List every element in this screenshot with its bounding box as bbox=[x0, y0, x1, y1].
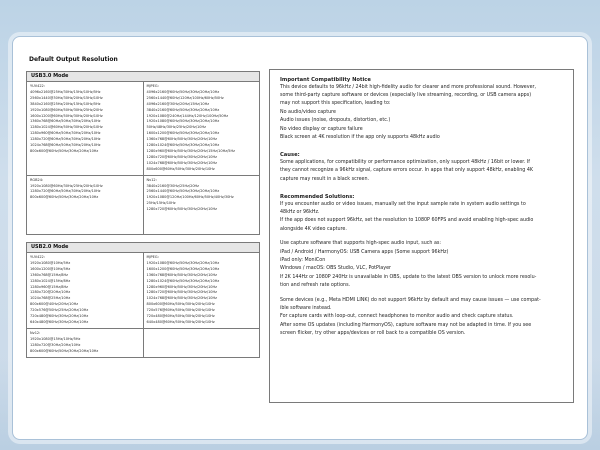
notice-line: No audio/video capture bbox=[280, 109, 336, 115]
notice-line: ible software instead. bbox=[280, 306, 332, 312]
usb3-row-2 bbox=[27, 176, 259, 234]
resolution-entry: 1024x768@60Hz/50Hz/30Hz/20Hz/10Hz bbox=[30, 143, 101, 148]
resolution-entry: 1280x720@20Hz/10Hz bbox=[30, 290, 71, 295]
notice-line: alongside 4K video capture. bbox=[280, 226, 347, 232]
resolution-entry: 1024x768@60Hz/50Hz/30Hz/20Hz/10Hz bbox=[146, 296, 217, 301]
resolution-entry: 3840x2160@30Hz/25Hz/20Hz bbox=[146, 183, 200, 188]
notice-line: some third-party capture software or devices (especially live streaming, recording, or USB camera apps) bbox=[280, 92, 532, 98]
notice-line: screen flicker, try other apps/devices or roll back to a compatible OS version. bbox=[280, 331, 466, 337]
usb2-empty-cell bbox=[143, 329, 260, 357]
resolution-entry: 1280x960@60Hz/50Hz/30Hz/20Hz/10Hz bbox=[30, 131, 101, 136]
notice-line: Windows / macOS: OBS Studio, VLC, PotPlayer bbox=[280, 266, 391, 272]
resolution-entry: 1280x960@60Hz/50Hz/30Hz/20Hz/15Hz/10Hz/5Hz bbox=[146, 148, 235, 153]
resolution-entry: 2560x1440@30Hz/30Hz/20Hz/15Hz/10Hz bbox=[30, 95, 103, 100]
resolution-entry: 1600x1200@60Hz/50Hz/30Hz/20Hz/10Hz bbox=[146, 131, 220, 136]
resolution-entry: 1360x768@60Hz/50Hz/30Hz/20Hz/10Hz bbox=[146, 272, 217, 277]
usb3-header: USB3.0 Mode bbox=[27, 72, 259, 82]
format-label: MJPEG: bbox=[146, 84, 159, 88]
resolution-entry: 1280x1024@60Hz/50Hz/30Hz/20Hz/10Hz bbox=[146, 278, 220, 283]
resolution-entry: 4096x2160@60Hz/50Hz/30Hz/20Hz/10Hz bbox=[146, 89, 220, 94]
resolution-entry: 2560x1440@60Hz/50Hz/30Hz/20Hz/10Hz bbox=[146, 189, 220, 194]
usb3-nv12-cell bbox=[143, 176, 260, 234]
format-label: Nv12: bbox=[146, 177, 157, 182]
notice-line: 48kHz or 96kHz. bbox=[280, 209, 320, 215]
resolution-entry: 800x600@60Hz/50Hz/30Hz/20Hz/10Hz bbox=[146, 166, 215, 171]
notice-line: If you encounter audio or video issues, manually set the input sample rate in system audio settings to bbox=[280, 201, 526, 207]
notice-title: Important Compatibility Notice bbox=[280, 77, 371, 83]
notice-line: No video display or capture failure bbox=[280, 126, 363, 132]
resolution-entry: 1600x1200@10Hz/5Hz bbox=[30, 266, 71, 271]
notice-line: capture may result in a black screen. bbox=[280, 176, 370, 182]
notice-line: Some applications, for compatibility or performance optimization, only support 48kHz / 16bit or lower. If bbox=[280, 159, 530, 165]
notice-cause bbox=[280, 159, 563, 184]
notice-line: This device defaults to 96kHz / 24bit high-fidelity audio for clearer and more professional sound. However, bbox=[280, 84, 537, 90]
notice-line: Use capture software that supports high-spec audio input, such as: bbox=[280, 241, 442, 247]
resolution-entry: 800x600@60Hz/50Hz/30Hz/20Hz/10Hz bbox=[30, 148, 99, 153]
resolution-entry: 25Hz/15Hz/10Hz bbox=[146, 201, 176, 206]
notice-intro bbox=[280, 84, 563, 143]
notice-line: they cannot recognize a 96kHz signal, capture errors occur. In apps that only support 48kHz, enabling 4K bbox=[280, 168, 534, 174]
notice-line: Black screen at 4K resolution if the app only supports 48kHz audio bbox=[280, 134, 440, 140]
notice-extra bbox=[280, 297, 563, 339]
resolution-entry: 1920x1080@60Hz/50Hz/30Hz/25Hz/20Hz bbox=[30, 107, 103, 112]
resolution-entry: 1920x1080@15Hz/10Hz/5Hz bbox=[30, 336, 81, 341]
resolution-entry: 1920x1080@60Hz/50Hz/30Hz/20Hz/10Hz bbox=[146, 119, 220, 124]
resolution-entry: 1360x768@60Hz/50Hz/30Hz/20Hz/10Hz bbox=[30, 119, 101, 124]
notice-line: If 2K 144Hz or 1080P 240Hz is unavailable in OBS, update to the latest OBS version to unlock more resolu- bbox=[280, 274, 537, 280]
resolution-entry: 720x480@60Hz/30Hz/20Hz/10Hz bbox=[30, 314, 89, 319]
notice-line: tion and refresh rate options. bbox=[280, 283, 351, 289]
notice-line: may not support this specification, leading to: bbox=[280, 101, 391, 107]
format-label: RGB24: bbox=[30, 177, 44, 182]
resolution-entry: 1920x1080@10Hz/5Hz bbox=[30, 260, 71, 265]
format-list bbox=[147, 90, 257, 173]
notice-line: iPad only: MoniCon bbox=[280, 258, 326, 263]
usb2-row-1 bbox=[27, 253, 259, 329]
resolution-entry: 800x600@40Hz/20Hz/10Hz bbox=[30, 302, 79, 307]
usb3-table bbox=[26, 71, 260, 235]
page-title: Default Output Resolution bbox=[29, 56, 118, 63]
resolution-entry: 1280x960@60Hz/50Hz/30Hz/20Hz/10Hz bbox=[146, 284, 217, 289]
resolution-entry: 720x576@60Hz/50Hz/30Hz/20Hz/10Hz bbox=[146, 308, 215, 313]
resolution-entry: 1280x720@30Hz/20Hz/10Hz bbox=[30, 342, 81, 347]
usb2-table bbox=[26, 242, 260, 358]
notice-line: For capture cards with loop-out, connect headphones to monitor audio and check capture status. bbox=[280, 314, 514, 320]
notice-line: iPad / Android / HarmonyOS: USB Camera apps (Some support 96kHz) bbox=[280, 249, 449, 255]
resolution-entry: 1280x720@60Hz/50Hz/30Hz/20Hz/10Hz bbox=[30, 189, 101, 194]
format-list bbox=[30, 261, 140, 326]
resolution-entry: 1920x1080@240Hz/144Hz/120Hz/100Hz/50Hz bbox=[146, 113, 229, 118]
resolution-entry: 4096x2160@25Hz/30Hz/15Hz/10Hz/5Hz bbox=[30, 89, 101, 94]
format-label: YUV422: bbox=[30, 255, 45, 259]
content-card bbox=[12, 36, 588, 440]
resolution-entry: 1360x768@60Hz/50Hz/30Hz/20Hz/10Hz bbox=[146, 137, 217, 142]
resolution-entry: 2560x1440@60Hz/120Hz/100Hz/60Hz/50Hz bbox=[146, 95, 224, 100]
resolution-entry: 1360x768@15Hz/8Hz bbox=[30, 272, 68, 277]
resolution-entry: 1280x720@60Hz/50Hz/30Hz/20Hz/10Hz bbox=[30, 137, 101, 142]
resolution-entry: 720x480@60Hz/50Hz/30Hz/20Hz/10Hz bbox=[146, 314, 215, 319]
usb2-header: USB2.0 Mode bbox=[27, 243, 259, 253]
resolution-entry: 1280x720@60Hz/50Hz/30Hz/20Hz/10Hz bbox=[146, 290, 217, 295]
cause-title: Cause: bbox=[280, 152, 300, 159]
format-list bbox=[30, 90, 140, 155]
resolution-entry: 800x600@60Hz/50Hz/30Hz/20Hz/10Hz bbox=[30, 195, 99, 200]
format-label: MJPEG: bbox=[146, 255, 159, 259]
usb2-row-2 bbox=[27, 329, 259, 357]
notice-line: Audio issues (noise, dropouts, distortion, etc.) bbox=[280, 118, 391, 124]
resolution-entry: 4096x2160@30Hz/20Hz/15Hz/10Hz bbox=[146, 101, 210, 106]
resolution-entry: 1280x720@60Hz/50Hz/30Hz/20Hz/10Hz bbox=[146, 154, 217, 159]
resolution-entry: 800x600@60Hz/50Hz/30Hz/20Hz/10Hz bbox=[30, 348, 99, 353]
resolution-entry: 50Hz/48Hz/30Hz/25Hz/20Hz/10Hz bbox=[146, 125, 206, 130]
resolution-entry: 720x576@50Hz/25Hz/20Hz/10Hz bbox=[30, 308, 89, 313]
solutions-title: Recommended Solutions: bbox=[280, 194, 355, 201]
usb2-mjpeg-cell bbox=[143, 253, 260, 328]
resolution-entry: 640x480@60Hz/30Hz/20Hz/10Hz bbox=[30, 319, 89, 324]
resolution-entry: 1280x1024@15Hz/8Hz bbox=[30, 278, 71, 283]
notice-line: After some OS updates (including HarmonyOS), capture software may not be adapted in time. If you see bbox=[280, 322, 532, 328]
resolution-entry: 1024x768@60Hz/50Hz/30Hz/20Hz/10Hz bbox=[146, 160, 217, 165]
usb2-nv12-cell bbox=[27, 329, 143, 357]
notice-line: If the app does not support 96kHz, set the resolution to 1080P 60FPS and avoid enabling high-spec audio bbox=[280, 218, 534, 224]
resolution-entry: 1280x960@15Hz/8Hz bbox=[30, 284, 68, 289]
resolution-entry: 800x600@60Hz/50Hz/30Hz/20Hz/10Hz bbox=[146, 302, 215, 307]
usb3-row-1 bbox=[27, 82, 259, 176]
usb2-yuv422-cell bbox=[27, 253, 143, 328]
resolution-entry: 1280x1024@60Hz/50Hz/30Hz/20Hz/10Hz bbox=[146, 143, 220, 148]
resolution-entry: 3840x2160@25Hz/20Hz/15Hz/10Hz/5Hz bbox=[30, 101, 101, 106]
format-list bbox=[147, 261, 257, 326]
format-list bbox=[147, 184, 257, 214]
format-label: YUV422: bbox=[30, 84, 45, 88]
usb3-mjpeg-cell bbox=[143, 82, 260, 175]
resolution-entry: 1280x720@60Hz/50Hz/30Hz/20Hz/10Hz bbox=[146, 207, 217, 212]
compatibility-notice bbox=[269, 69, 574, 403]
notice-apps bbox=[280, 240, 563, 290]
usb3-rgb24-cell bbox=[27, 176, 143, 234]
format-list bbox=[30, 337, 140, 355]
format-label: Nv12: bbox=[30, 330, 41, 335]
resolution-entry: 1600x1200@60Hz/50Hz/30Hz/20Hz/10Hz bbox=[146, 266, 220, 271]
resolution-entry: 1920x1080@120Hz/100Hz/60Hz/50Hz/40Hz/30Hz bbox=[146, 195, 234, 200]
resolution-entry: 1920x1080@60Hz/30Hz/25Hz/20Hz/10Hz bbox=[30, 183, 103, 188]
notice-solutions bbox=[280, 201, 563, 235]
resolution-entry: 1024x768@25Hz/10Hz bbox=[30, 296, 71, 301]
usb3-yuv422-cell bbox=[27, 82, 143, 175]
resolution-entry: 1920x1080@60Hz/50Hz/30Hz/20Hz/10Hz bbox=[146, 260, 220, 265]
resolution-entry: 1280x1024@60Hz/50Hz/30Hz/20Hz/10Hz bbox=[30, 125, 103, 130]
resolution-entry: 640x480@60Hz/50Hz/30Hz/20Hz/10Hz bbox=[146, 319, 215, 324]
resolution-entry: 3840x2160@60Hz/50Hz/30Hz/20Hz/10Hz bbox=[146, 107, 220, 112]
notice-line: Some devices (e.g., Meta HDMI LINK) do not support 96kHz by default and may cause issues — use compat- bbox=[280, 297, 541, 303]
resolution-entry: 1600x1200@60Hz/50Hz/30Hz/20Hz/10Hz bbox=[30, 113, 103, 118]
format-list bbox=[30, 184, 140, 202]
